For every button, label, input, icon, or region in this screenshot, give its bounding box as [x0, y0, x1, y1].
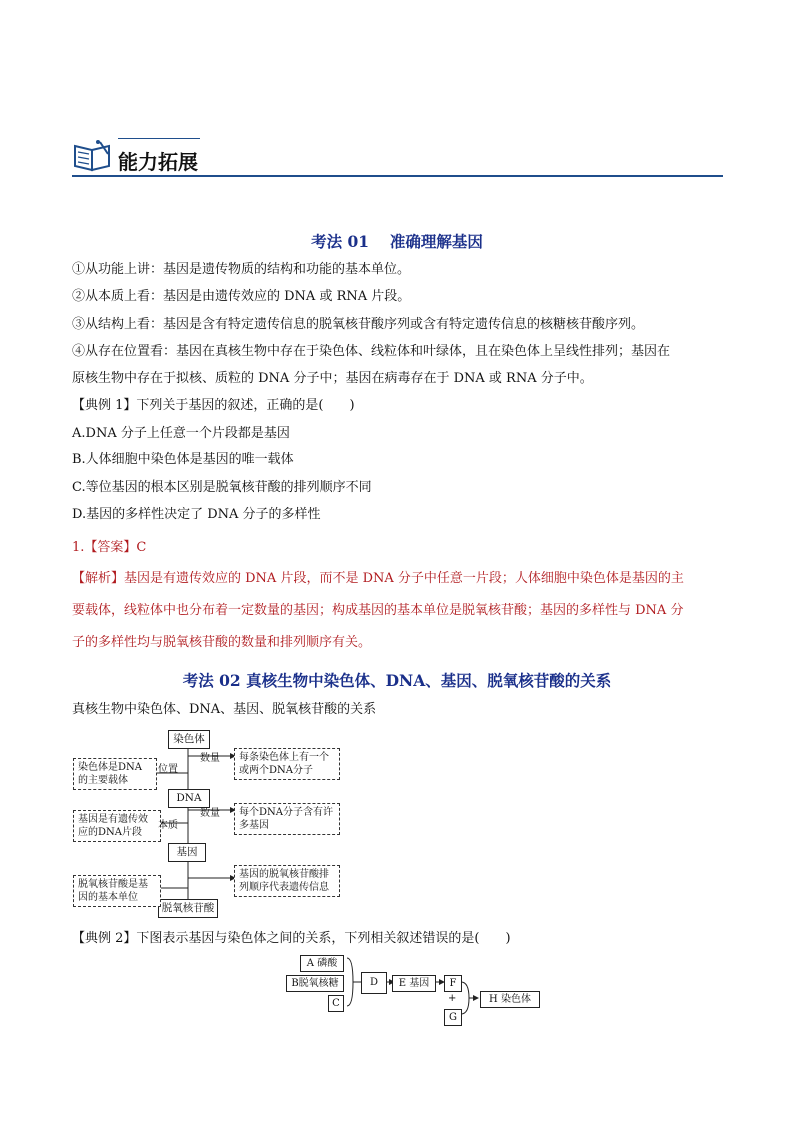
left-box-1-line-1: 染色体是DNA [78, 762, 142, 773]
example1-option-b: B.人体细胞中染色体是基因的唯一载体 [72, 452, 294, 467]
label-quantity-1: 数量 [200, 753, 220, 764]
example2-stem: 【典例 2】下图表示基因与染色体之间的关系，下列相关叙述错误的是( ) [72, 931, 511, 946]
right-box-1 [234, 748, 340, 780]
left-box-1 [73, 758, 157, 790]
left-box-2-line-2: 应的DNA片段 [78, 827, 142, 838]
header-rule [72, 175, 723, 177]
ex2-box-c: C [328, 995, 344, 1012]
header-rule-top [118, 138, 200, 139]
example1-stem: 【典例 1】下列关于基因的叙述，正确的是( ) [72, 398, 355, 413]
ex2-box-h: H 染色体 [480, 991, 540, 1008]
right-box-2-line-1: 每个DNA分子含有许 [239, 807, 333, 818]
label-quantity-2: 数量 [200, 808, 220, 819]
node-chromosome: 染色体 [168, 730, 210, 749]
node-gene: 基因 [168, 843, 206, 862]
example1-option-c: C.等位基因的根本区别是脱氧核苷酸的排列顺序不同 [72, 480, 372, 495]
ex2-box-g: G [444, 1009, 462, 1026]
example1-answer: 1.【答案】C [72, 540, 147, 555]
label-essence: 本质 [158, 820, 178, 831]
example1-option-d: D.基因的多样性决定了 DNA 分子的多样性 [72, 507, 321, 522]
left-box-1-line-2: 的主要载体 [78, 775, 128, 786]
right-box-2 [234, 803, 340, 835]
node-nucleotide: 脱氧核苷酸 [158, 899, 218, 918]
kaofa1-title: 考法 01 准确理解基因 [311, 232, 483, 251]
point-2: ②从本质上看：基因是由遗传效应的 DNA 或 RNA 片段。 [72, 289, 411, 304]
ex2-plus: + [448, 993, 457, 1004]
example1-analysis-3: 子的多样性均与脱氧核苷酸的数量和排列顺序有关。 [72, 635, 372, 650]
point-4a: ④从存在位置看：基因在真核生物中存在于染色体、线粒体和叶绿体，且在染色体上呈线性排列；基因在 [72, 344, 671, 359]
left-box-3 [73, 875, 161, 907]
ex2-box-d: D [361, 972, 387, 994]
right-box-1-line-1: 每条染色体上有一个 [239, 752, 329, 763]
example1-analysis-2: 要载体，线粒体中也分布着一定数量的基因；构成基因的基本单位是脱氧核苷酸；基因的多样性与 DNA 分 [72, 603, 684, 618]
point-4b: 原核生物中存在于拟核、质粒的 DNA 分子中；基因在病毒存在于 DNA 或 RNA 分子中。 [72, 371, 593, 386]
example1-option-a: A.DNA 分子上任意一个片段都是基因 [72, 426, 290, 441]
ex2-box-a: A 磷酸 [300, 955, 344, 972]
right-box-1-line-2: 或两个DNA分子 [239, 765, 313, 776]
ex2-box-b: B脱氧核糖 [286, 975, 344, 992]
right-box-3 [234, 865, 340, 897]
left-box-2-line-1: 基因是有遗传效 [78, 814, 148, 825]
section-title: 能力拓展 [118, 150, 198, 174]
point-1: ①从功能上讲：基因是遗传物质的结构和功能的基本单位。 [72, 262, 411, 277]
point-3: ③从结构上看：基因是含有特定遗传信息的脱氧核苷酸序列或含有特定遗传信息的核糖核苷酸序列。 [72, 317, 645, 332]
example1-analysis-1: 【解析】基因是有遗传效应的 DNA 片段，而不是 DNA 分子中任意一片段；人体细胞中染色体是基因的主 [72, 571, 684, 586]
right-box-3-line-2: 列顺序代表遗传信息 [239, 882, 329, 893]
kaofa2-intro: 真核生物中染色体、DNA、基因、脱氧核苷酸的关系 [72, 702, 377, 717]
left-box-3-line-1: 脱氧核苷酸是基 [78, 879, 148, 890]
right-box-3-line-1: 基因的脱氧核苷酸排 [239, 869, 329, 880]
ex2-box-e: E 基因 [392, 975, 436, 992]
left-box-2 [73, 810, 161, 842]
kaofa2-title: 考法 02 真核生物中染色体、DNA、基因、脱氧核苷酸的关系 [182, 671, 612, 690]
right-box-2-line-2: 多基因 [239, 820, 269, 831]
label-position: 位置 [158, 764, 178, 775]
book-icon [72, 138, 114, 174]
ex2-box-f: F [444, 975, 462, 992]
node-dna: DNA [168, 789, 210, 808]
left-box-3-line-2: 因的基本单位 [78, 892, 138, 903]
